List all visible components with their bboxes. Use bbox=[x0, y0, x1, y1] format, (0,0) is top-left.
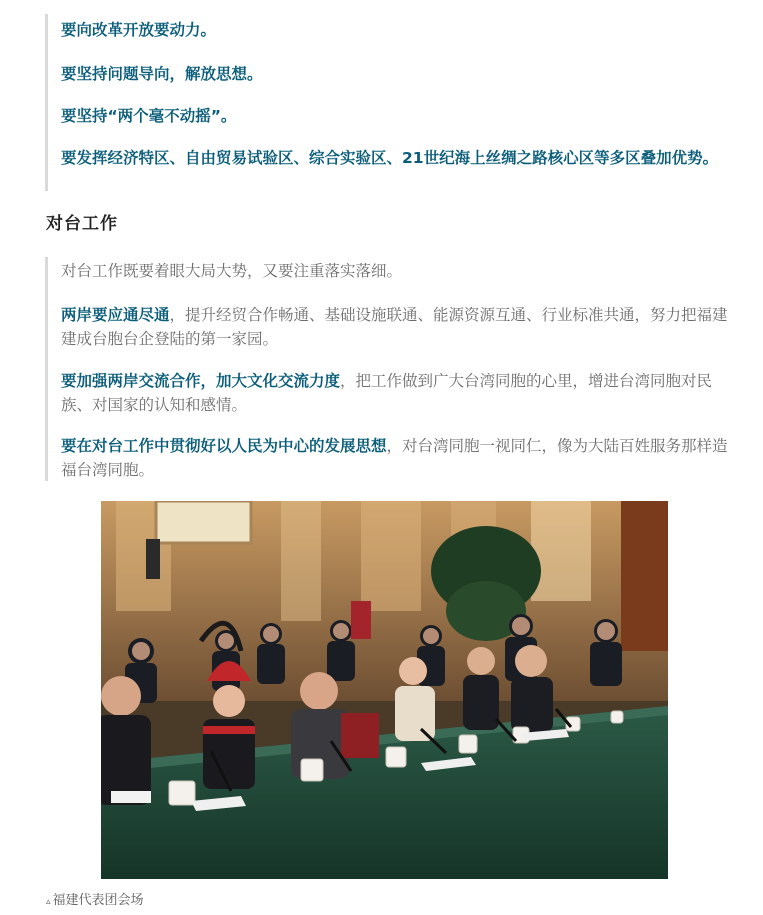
reform-point-1: 要向改革开放要动力。 bbox=[61, 21, 217, 39]
caption-marker: ▵ bbox=[46, 897, 51, 907]
section-title-taiwan-work: 对台工作 bbox=[46, 214, 118, 234]
taiwan-point-3-text: ，对台湾同胞一视同仁，像为大陆百姓服务那样造福台湾同胞。 bbox=[61, 437, 728, 479]
quote-block-reform bbox=[45, 14, 740, 191]
taiwan-point-3 bbox=[61, 434, 729, 482]
photo-caption bbox=[46, 889, 144, 908]
caption-text: 福建代表团会场 bbox=[52, 893, 144, 908]
taiwan-point-3-highlight: 要在对台工作中贯彻好以人民为中心的发展思想 bbox=[61, 437, 387, 455]
taiwan-point-2-highlight: 要加强两岸交流合作，加大文化交流力度 bbox=[61, 372, 341, 390]
taiwan-point-2-text: ，把工作做到广大台湾同胞的心里，增进台湾同胞对民族、对国家的认知和感情。 bbox=[61, 372, 713, 414]
taiwan-point-1-text: ，提升经贸合作畅通、基础设施联通、能源资源互通、行业标准共通，努力把福建建成台胞台企登陆的第一家园。 bbox=[61, 306, 728, 348]
taiwan-point-1 bbox=[61, 303, 729, 351]
taiwan-point-2 bbox=[61, 369, 729, 417]
taiwan-point-1-highlight: 两岸要应通尽通 bbox=[61, 306, 170, 324]
meeting-photo bbox=[101, 501, 668, 879]
reform-point-4: 要发挥经济特区、自由贸易试验区、综合实验区、21世纪海上丝绸之路核心区等多区叠加优势。 bbox=[61, 149, 719, 167]
taiwan-intro: 对台工作既要着眼大局大势，又要注重落实落细。 bbox=[61, 262, 403, 280]
reform-point-2: 要坚持问题导向，解放思想。 bbox=[61, 65, 263, 83]
meeting-photo-illustration bbox=[101, 501, 668, 879]
reform-point-3: 要坚持“两个毫不动摇”。 bbox=[61, 107, 237, 125]
quote-block-taiwan bbox=[45, 257, 740, 481]
